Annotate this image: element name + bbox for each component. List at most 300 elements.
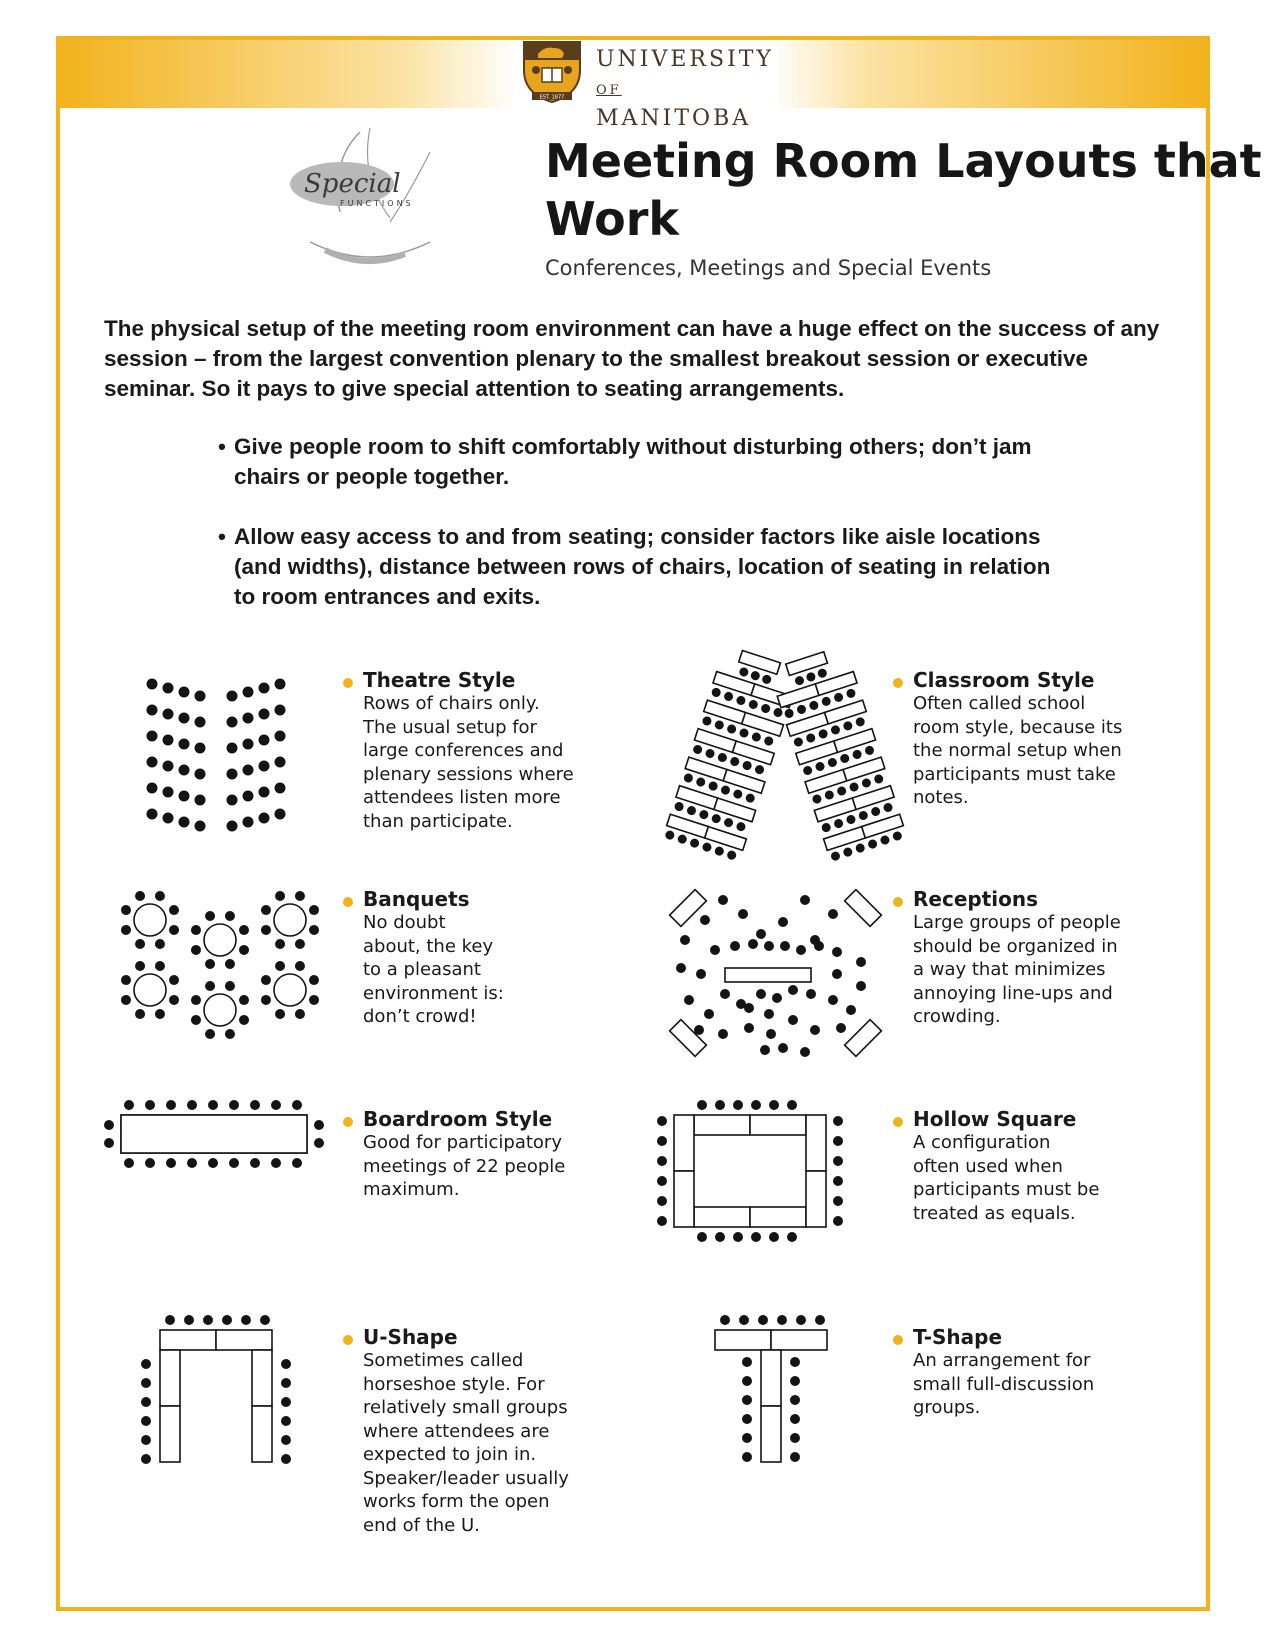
chair-dot	[790, 1357, 800, 1367]
chair-dot	[778, 1043, 788, 1053]
chair-dot	[836, 785, 847, 796]
layout-description: An arrangement for small full-discussion groups.	[913, 1350, 1095, 1418]
chair-dot	[163, 735, 174, 746]
chair-dot	[241, 1315, 251, 1325]
chair-dot	[141, 1397, 151, 1407]
bullet-dot	[343, 897, 353, 907]
chair-dot	[141, 1378, 151, 1388]
chair-dot	[121, 905, 131, 915]
chair-dot	[179, 687, 190, 698]
chair-dot	[729, 756, 740, 767]
chair-dot	[314, 1120, 324, 1130]
round-table	[274, 974, 306, 1006]
chair-dot	[815, 1315, 825, 1325]
round-table	[204, 924, 236, 956]
chair-dot	[187, 1100, 197, 1110]
chair-dot	[744, 1003, 754, 1013]
chair-dot	[124, 1158, 134, 1168]
chair-dot	[710, 945, 720, 955]
chair-dot	[790, 1376, 800, 1386]
chair-dot	[741, 760, 752, 771]
chair-dot	[275, 731, 286, 742]
chair-dot	[179, 817, 190, 828]
chair-dot	[145, 1158, 155, 1168]
chair-dot	[855, 716, 866, 727]
chair-dot	[845, 814, 856, 825]
chair-dot	[824, 789, 835, 800]
chair-dot	[275, 1009, 285, 1019]
table-shape	[160, 1330, 216, 1350]
table-outline	[121, 1115, 307, 1153]
chair-dot	[832, 969, 842, 979]
chair-dot	[836, 1023, 846, 1033]
chair-dot	[882, 802, 893, 813]
chair-dot	[828, 995, 838, 1005]
chair-dot	[225, 959, 235, 969]
table-shape	[674, 1171, 694, 1227]
chair-dot	[751, 1100, 761, 1110]
chair-dot	[769, 1232, 779, 1242]
chair-dot	[227, 691, 238, 702]
chair-dot	[780, 941, 790, 951]
chair-dot	[205, 1029, 215, 1039]
chair-dot	[191, 945, 201, 955]
chair-dot	[742, 1357, 752, 1367]
chair-dot	[275, 783, 286, 794]
chair-dot	[723, 817, 734, 828]
boardroom-diagram	[105, 1115, 345, 1215]
chair-dot	[720, 784, 731, 795]
diagram-group	[663, 645, 802, 862]
chair-dot	[275, 961, 285, 971]
chair-dot	[787, 1100, 797, 1110]
chair-dot	[155, 939, 165, 949]
chair-dot	[711, 813, 722, 824]
chair-dot	[169, 925, 179, 935]
chair-dot	[756, 929, 766, 939]
chair-dot	[846, 1005, 856, 1015]
chair-dot	[833, 692, 844, 703]
table-shape	[806, 1115, 826, 1171]
chair-dot	[845, 688, 856, 699]
chair-dot	[735, 821, 746, 832]
chair-dot	[715, 1100, 725, 1110]
layout-name: Boardroom Style	[363, 1107, 553, 1131]
chair-dot	[166, 1100, 176, 1110]
chair-dot	[121, 995, 131, 1005]
u-shape-diagram	[140, 1330, 310, 1500]
chair-dot	[861, 777, 872, 788]
chair-dot	[833, 1156, 843, 1166]
chair-dot	[155, 1009, 165, 1019]
chair-dot	[788, 1015, 798, 1025]
chair-dot	[275, 891, 285, 901]
chair-dot	[205, 959, 215, 969]
university-name: UNIVERSITY OF MANITOBA	[596, 47, 774, 131]
chair-dot	[810, 1025, 820, 1035]
chair-dot	[169, 975, 179, 985]
layout-description: A configuration often used when participants must be treated as equals.	[913, 1132, 1100, 1224]
chair-dot	[163, 761, 174, 772]
chair-dot	[745, 792, 756, 803]
chair-dot	[145, 1100, 155, 1110]
chair-dot	[295, 961, 305, 971]
chair-dot	[720, 989, 730, 999]
chair-dot	[738, 666, 749, 677]
chair-dot	[135, 939, 145, 949]
chair-dot	[147, 757, 158, 768]
chair-dot	[805, 732, 816, 743]
chair-dot	[259, 735, 270, 746]
layout-name: Banquets	[363, 887, 470, 911]
chair-dot	[163, 813, 174, 824]
bullet-dot	[893, 1335, 903, 1345]
chair-dot	[259, 709, 270, 720]
chair-dot	[135, 961, 145, 971]
chair-dot	[760, 703, 771, 714]
chair-dot	[124, 1100, 134, 1110]
table-shape	[715, 1330, 771, 1350]
chair-dot	[281, 1378, 291, 1388]
chair-dot	[684, 995, 694, 1005]
chair-dot	[764, 1009, 774, 1019]
chair-dot	[856, 957, 866, 967]
chair-dot	[805, 671, 816, 682]
layout-description: Often called school room style, because its the normal setup when participants must take notes.	[913, 693, 1123, 808]
chair-dot	[778, 917, 788, 927]
layout-name: T-Shape	[913, 1325, 1003, 1349]
chair-dot	[259, 683, 270, 694]
tip-item: • Give people room to shift comfortably without disturbing others; don’t jam chairs or people together.	[218, 432, 1058, 492]
chair-dot	[821, 696, 832, 707]
chair-dot	[851, 749, 862, 760]
chair-dot	[735, 695, 746, 706]
chair-dot	[208, 1100, 218, 1110]
chair-dot	[800, 1047, 810, 1057]
chair-dot	[711, 687, 722, 698]
layout-name: Receptions	[913, 887, 1038, 911]
chair-dot	[683, 772, 694, 783]
table-shape	[252, 1350, 272, 1406]
chair-dot	[203, 1315, 213, 1325]
layout-description: Rows of chairs only. The usual setup for large conferences and plenary sessions where attendees listen more than participate.	[363, 693, 574, 832]
chair-dot	[676, 963, 686, 973]
chair-dot	[275, 679, 286, 690]
chair-dot	[697, 1100, 707, 1110]
layout-name: Classroom Style	[913, 668, 1095, 692]
chair-dot	[259, 761, 270, 772]
chair-dot	[742, 1433, 752, 1443]
chair-dot	[714, 845, 725, 856]
chair-dot	[275, 757, 286, 768]
chair-dot	[295, 891, 305, 901]
chair-dot	[229, 1100, 239, 1110]
chair-dot	[147, 705, 158, 716]
chair-dot	[864, 745, 875, 756]
tips-list	[218, 432, 1058, 642]
table-shape	[761, 1406, 781, 1462]
chair-dot	[227, 795, 238, 806]
chair-dot	[720, 1315, 730, 1325]
chair-dot	[827, 757, 838, 768]
chair-dot	[191, 1015, 201, 1025]
table-shape	[670, 1020, 707, 1057]
round-table	[274, 904, 306, 936]
table-shape	[216, 1330, 272, 1350]
chair-dot	[867, 838, 878, 849]
chair-dot	[195, 795, 206, 806]
table-shape	[725, 968, 811, 982]
table-shape	[252, 1406, 272, 1462]
round-table	[134, 904, 166, 936]
chair-dot	[833, 818, 844, 829]
chair-dot	[195, 691, 206, 702]
chair-dot	[811, 793, 822, 804]
chair-dot	[281, 1359, 291, 1369]
chair-dot	[147, 783, 158, 794]
table-shape	[750, 1115, 806, 1135]
chair-dot	[738, 909, 748, 919]
chair-dot	[742, 1452, 752, 1462]
chair-dot	[796, 945, 806, 955]
chair-dot	[243, 791, 254, 802]
chair-dot	[821, 822, 832, 833]
chair-dot	[179, 791, 190, 802]
chair-dot	[135, 1009, 145, 1019]
bullet-dot	[343, 1335, 353, 1345]
chair-dot	[832, 947, 842, 957]
chair-dot	[179, 765, 190, 776]
chair-dot	[744, 1023, 754, 1033]
special-functions-logo	[280, 122, 460, 272]
chair-dot	[259, 787, 270, 798]
chair-dot	[697, 1232, 707, 1242]
t-shape-diagram	[715, 1330, 855, 1500]
chair-dot	[842, 720, 853, 731]
chair-dot	[723, 691, 734, 702]
chair-dot	[842, 846, 853, 857]
chair-dot	[227, 821, 238, 832]
chair-dot	[788, 985, 798, 995]
chair-dot	[732, 788, 743, 799]
chair-dot	[707, 780, 718, 791]
table-shape	[160, 1350, 180, 1406]
chair-dot	[275, 939, 285, 949]
table-shape	[806, 1171, 826, 1227]
chair-dot	[715, 1232, 725, 1242]
chair-dot	[701, 841, 712, 852]
chair-dot	[239, 925, 249, 935]
chair-dot	[738, 727, 749, 738]
chair-dot	[839, 753, 850, 764]
diagram-group	[769, 645, 908, 862]
chair-dot	[281, 1435, 291, 1445]
chair-dot	[121, 975, 131, 985]
chair-dot	[147, 809, 158, 820]
table-shape	[694, 1115, 750, 1135]
chair-dot	[657, 1176, 667, 1186]
chair-dot	[163, 787, 174, 798]
chair-dot	[680, 935, 690, 945]
chair-dot	[802, 765, 813, 776]
chair-dot	[261, 975, 271, 985]
chair-dot	[222, 1315, 232, 1325]
chair-dot	[295, 939, 305, 949]
table-shape	[761, 1350, 781, 1406]
chair-dot	[739, 1315, 749, 1325]
chair-dot	[205, 911, 215, 921]
layout-description: Large groups of people should be organized in a way that minimizes annoying line-ups and crowding.	[913, 912, 1121, 1027]
chair-dot	[225, 1029, 235, 1039]
layout-description: Sometimes called horseshoe style. For relatively small groups where attendees are expected to join in. Speaker/leader usually works form the open end of the U.	[363, 1350, 569, 1536]
chair-dot	[141, 1435, 151, 1445]
chair-dot	[790, 1433, 800, 1443]
chair-dot	[790, 1414, 800, 1424]
chair-dot	[692, 744, 703, 755]
chair-dot	[163, 683, 174, 694]
table-shape	[674, 1115, 694, 1171]
chair-dot	[783, 708, 794, 719]
chair-dot	[165, 1315, 175, 1325]
page-title: Meeting Room Layouts that Work	[545, 134, 1262, 246]
chair-dot	[833, 1116, 843, 1126]
table-shape	[845, 1020, 882, 1057]
layout-name: U-Shape	[363, 1325, 458, 1349]
chair-dot	[309, 925, 319, 935]
chair-dot	[261, 905, 271, 915]
chair-dot	[657, 1156, 667, 1166]
chair-dot	[873, 773, 884, 784]
chair-dot	[751, 1232, 761, 1242]
chair-dot	[169, 905, 179, 915]
bullet-dot	[343, 678, 353, 688]
chair-dot	[657, 1196, 667, 1206]
chair-dot	[271, 1158, 281, 1168]
chair-dot	[790, 1395, 800, 1405]
svg-text:EST. 1877: EST. 1877	[539, 94, 565, 101]
chair-dot	[796, 704, 807, 715]
chair-dot	[121, 925, 131, 935]
chair-dot	[806, 989, 816, 999]
svg-text:Special: Special	[304, 169, 401, 199]
chair-dot	[870, 806, 881, 817]
svg-text:FUNCTIONS: FUNCTIONS	[340, 199, 414, 208]
chair-dot	[833, 1136, 843, 1146]
chair-dot	[772, 707, 783, 718]
chair-dot	[239, 995, 249, 1005]
chair-dot	[704, 1009, 714, 1019]
chair-dot	[225, 911, 235, 921]
chair-dot	[751, 731, 762, 742]
chair-dot	[243, 765, 254, 776]
chair-dot	[261, 995, 271, 1005]
chair-dot	[858, 810, 869, 821]
chair-dot	[848, 781, 859, 792]
chair-dot	[686, 805, 697, 816]
chair-dot	[281, 1454, 291, 1464]
layout-description: Good for participatory meetings of 22 people maximum.	[363, 1132, 566, 1200]
table-shape	[694, 1207, 750, 1227]
chair-dot	[243, 687, 254, 698]
chair-dot	[281, 1416, 291, 1426]
intro-paragraph: The physical setup of the meeting room environment can have a huge effect on the success of any session – from the largest convention plenary to the smallest breakout session or executive seminar. So it pays to give special attention to seating arrangements.	[104, 316, 1160, 401]
layout-description: No doubt about, the key to a pleasant environment is: don’t crowd!	[363, 912, 504, 1027]
chair-dot	[833, 1216, 843, 1226]
chair-dot	[179, 739, 190, 750]
chair-dot	[830, 724, 841, 735]
chair-dot	[817, 668, 828, 679]
chair-dot	[718, 895, 728, 905]
chair-dot	[787, 1232, 797, 1242]
chair-dot	[733, 1100, 743, 1110]
chair-dot	[166, 1158, 176, 1168]
bullet-dot	[893, 1117, 903, 1127]
chair-dot	[295, 1009, 305, 1019]
chair-dot	[790, 1452, 800, 1462]
chair-dot	[833, 1176, 843, 1186]
chair-dot	[208, 1158, 218, 1168]
chair-dot	[700, 915, 710, 925]
table-shape	[160, 1406, 180, 1462]
chair-dot	[191, 995, 201, 1005]
chair-dot	[726, 850, 737, 861]
chair-dot	[243, 713, 254, 724]
layout-name: Theatre Style	[363, 668, 516, 692]
tip-item: • Allow easy access to and from seating; consider factors like aisle locations (and widths), distance between rows of chairs, location of seating in relation to room entrances and exits.	[218, 522, 1058, 612]
chair-dot	[141, 1359, 151, 1369]
round-table	[134, 974, 166, 1006]
chair-dot	[828, 909, 838, 919]
chair-dot	[229, 1158, 239, 1168]
chair-dot	[179, 713, 190, 724]
chair-dot	[726, 723, 737, 734]
chair-dot	[704, 748, 715, 759]
chair-dot	[184, 1315, 194, 1325]
classroom-diagram	[680, 660, 900, 860]
chair-dot	[694, 1025, 704, 1035]
chair-dot	[695, 776, 706, 787]
chair-dot	[761, 674, 772, 685]
chair-dot	[163, 709, 174, 720]
chair-dot	[147, 731, 158, 742]
chair-dot	[275, 809, 286, 820]
chair-dot	[227, 769, 238, 780]
chair-dot	[794, 675, 805, 686]
chair-dot	[104, 1120, 114, 1130]
chair-dot	[135, 891, 145, 901]
chair-dot	[292, 1100, 302, 1110]
chair-dot	[657, 1136, 667, 1146]
crest-icon	[520, 40, 584, 104]
chair-dot	[777, 1315, 787, 1325]
chair-dot	[817, 728, 828, 739]
chair-dot	[169, 995, 179, 1005]
chair-dot	[808, 700, 819, 711]
chair-dot	[718, 1029, 728, 1039]
chair-dot	[748, 939, 758, 949]
chair-dot	[281, 1397, 291, 1407]
university-logo	[520, 40, 780, 131]
chair-dot	[309, 975, 319, 985]
chair-dot	[750, 670, 761, 681]
chair-dot	[760, 1045, 770, 1055]
chair-dot	[717, 752, 728, 763]
chair-dot	[833, 1196, 843, 1206]
chair-dot	[292, 1158, 302, 1168]
chair-dot	[243, 817, 254, 828]
chair-dot	[800, 895, 810, 905]
chair-dot	[271, 1100, 281, 1110]
